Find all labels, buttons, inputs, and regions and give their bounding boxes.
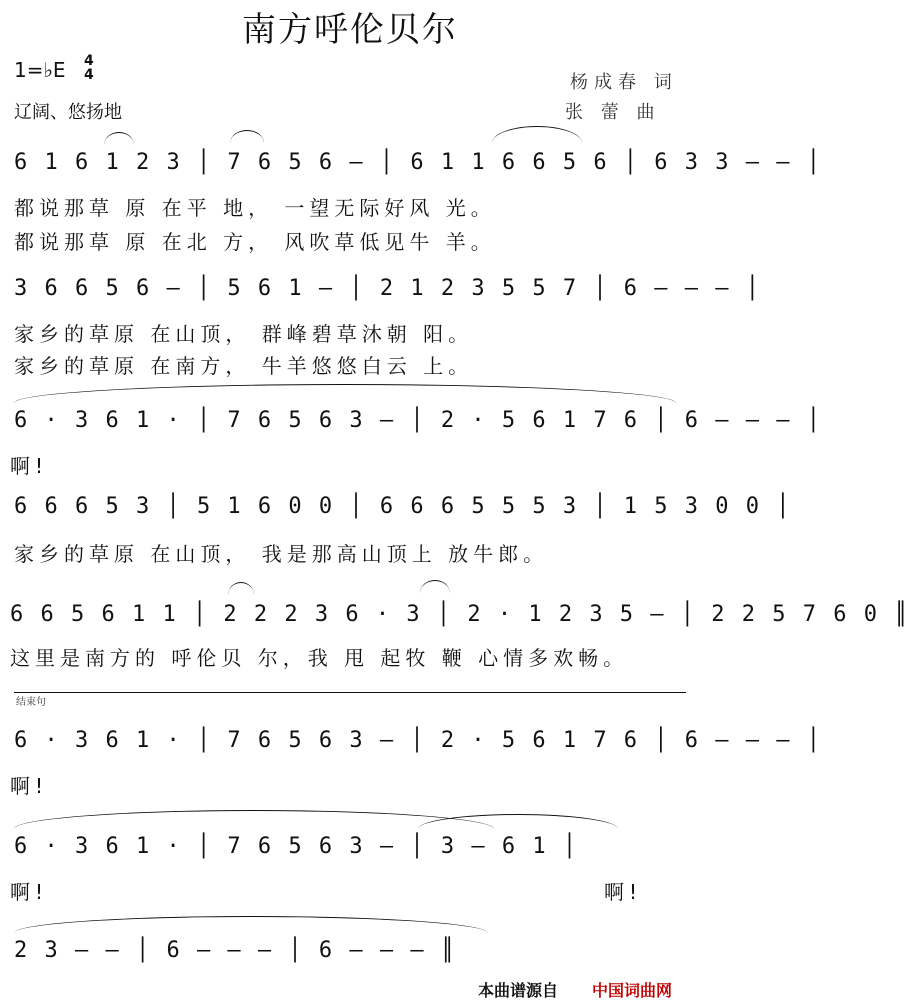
slur xyxy=(420,580,450,593)
notation-row-4: 6 6 6 5 3 │ 5 1 6 0 0 │ 6 6 6 5 5 5 3 │ 1 5 3 0 0 │ xyxy=(14,494,792,519)
notation-row-3: 6 · 3 6 1 · │ 7 6 5 6 3 – │ 2 · 5 6 1 7 6 │ 6 – – – │ xyxy=(14,408,822,433)
lyric-row-2-verse-2: 家乡的草原 在南方， 牛羊悠悠白云 上。 xyxy=(14,354,474,378)
lyric-row-1-verse-1: 都说那草 原 在平 地， 一望无际好风 光。 xyxy=(14,196,496,220)
notation-row-7: 6 · 3 6 1 · │ 7 6 5 6 3 – │ 3 – 6 1 │ xyxy=(14,834,579,859)
footer-source-label: 本曲谱源自 xyxy=(478,981,559,1000)
time-signature-top: 4 xyxy=(84,53,94,69)
notation-row-5: 6 6 5 6 1 1 │ 2 2 2 3 6 · 3 │ 2 · 1 2 3 5 – │ 2 2 5 7 6 0 ║ xyxy=(10,602,909,627)
slur xyxy=(492,126,582,143)
notation-row-8: 2 3 – – │ 6 – – – │ 6 – – – ║ xyxy=(14,938,457,963)
notation-row-1: 6 1 6 1 2 3 │ 7 6 5 6 – │ 6 1 1 6 6 5 6 │ 6 3 3 – – │ xyxy=(14,150,822,175)
tempo-expression: 辽阔、悠扬地 xyxy=(14,102,122,123)
song-title: 南方呼伦贝尔 xyxy=(242,10,458,50)
lyric-row-2-verse-1: 家乡的草原 在山顶， 群峰碧草沐朝 阳。 xyxy=(14,322,474,346)
composer-credit: 张 蕾 曲 xyxy=(565,102,661,123)
lyric-row-1-verse-2: 都说那草 原 在北 方， 风吹草低见牛 羊。 xyxy=(14,230,496,254)
phrase-slur xyxy=(14,916,488,933)
ending-label: 结束句 xyxy=(16,697,46,708)
ending-bracket-line xyxy=(14,692,686,693)
slur xyxy=(104,132,134,145)
notation-row-6: 6 · 3 6 1 · │ 7 6 5 6 3 – │ 2 · 5 6 1 7 6 │ 6 – – – │ xyxy=(14,728,822,753)
notation-row-2: 3 6 6 5 6 – │ 5 6 1 – │ 2 1 2 3 5 5 7 │ 6 – – – │ xyxy=(14,276,762,301)
lyric-row-3: 啊! xyxy=(10,454,49,478)
lyric-row-6: 啊! xyxy=(10,774,49,798)
time-signature xyxy=(84,54,94,82)
slur xyxy=(418,814,618,829)
footer-site-link[interactable]: 中国词曲网 xyxy=(592,981,673,1000)
lyric-row-7-a: 啊! xyxy=(10,880,49,904)
key-signature: 1=♭E xyxy=(14,58,66,82)
lyricist-credit: 杨成春 词 xyxy=(570,72,678,93)
lyric-row-5: 这里是南方的 呼伦贝 尔，我 甩 起牧 鞭 心情多欢畅。 xyxy=(10,646,629,670)
time-signature-bottom: 4 xyxy=(84,67,94,83)
phrase-slur xyxy=(14,384,676,403)
slur xyxy=(228,582,254,595)
lyric-row-4: 家乡的草原 在山顶， 我是那高山顶上 放牛郎。 xyxy=(14,542,549,566)
slur xyxy=(230,130,264,143)
lyric-row-7-b: 啊! xyxy=(604,880,643,904)
